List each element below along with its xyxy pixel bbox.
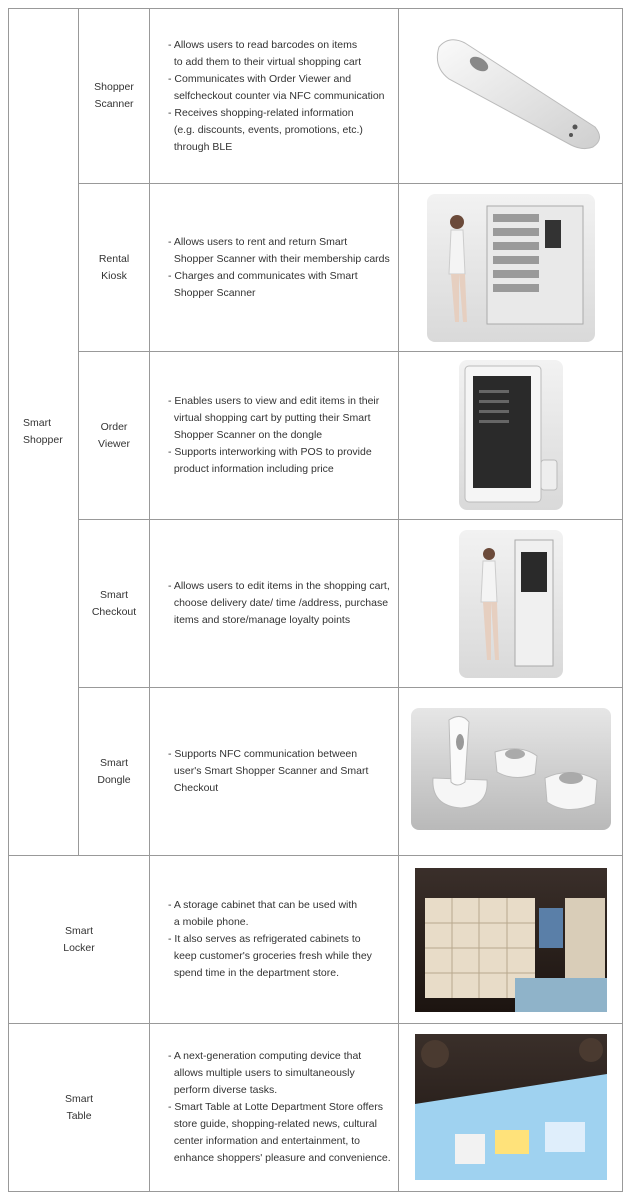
- desc-line: allows multiple users to simultaneously: [168, 1067, 355, 1079]
- item-description: [150, 688, 399, 856]
- item-description: [150, 520, 399, 688]
- product-table: [8, 8, 623, 1192]
- desc-line: a mobile phone.: [168, 916, 249, 928]
- desc-line: Checkout: [168, 782, 219, 794]
- category-smart-locker: [9, 856, 150, 1024]
- smart-table-icon: [399, 1024, 623, 1192]
- category-label: Smart: [64, 1092, 93, 1105]
- desc-line: choose delivery date/ time /address, purchase: [168, 597, 389, 609]
- item-name: [79, 520, 150, 688]
- desc-line: - Allows users to edit items in the shopping cart,: [168, 580, 390, 592]
- item-name-line: Kiosk: [101, 269, 127, 282]
- item-description: [150, 184, 399, 352]
- desc-line: - Charges and communicates with Smart: [168, 269, 358, 282]
- category-label: Locker: [63, 941, 95, 954]
- rental-kiosk-icon: [399, 184, 623, 352]
- item-name-line: Smart: [99, 756, 128, 769]
- order-viewer-image: [459, 360, 563, 510]
- category-label: Table: [66, 1109, 92, 1122]
- item-name-line: Shopper: [94, 81, 134, 93]
- desc-line: product information including price: [168, 463, 334, 475]
- desc-line: keep customer's groceries fresh while they: [168, 950, 372, 962]
- item-name-line: Viewer: [98, 437, 130, 450]
- desc-line: (e.g. discounts, events, promotions, etc.): [168, 123, 363, 136]
- scanner-image: [399, 9, 623, 177]
- table-row: [9, 688, 623, 856]
- item-name: [79, 352, 150, 520]
- desc-line: Shopper Scanner with their membership cards: [168, 252, 390, 265]
- desc-line: items and store/manage loyalty points: [168, 614, 351, 626]
- locker-icon: [399, 856, 623, 1024]
- table-row: [9, 1024, 623, 1192]
- category-label: Shopper: [23, 434, 63, 446]
- item-name-line: Dongle: [97, 773, 131, 786]
- item-name-line: Order: [100, 420, 128, 433]
- table-row: [9, 9, 623, 184]
- item-name-line: Scanner: [94, 98, 134, 110]
- item-name-line: Checkout: [91, 605, 137, 618]
- desc-line: - It also serves as refrigerated cabinets to: [168, 933, 361, 945]
- desc-line: - Supports interworking with POS to provide: [168, 446, 372, 458]
- desc-line: virtual shopping cart by putting their Smart: [168, 412, 371, 424]
- item-description: [150, 9, 399, 184]
- desc-line: - Allows users to rent and return Smart: [168, 235, 348, 248]
- item-name: [79, 688, 150, 856]
- order-viewer-icon: [399, 352, 623, 520]
- table-row: [9, 520, 623, 688]
- desc-line: enhance shoppers' pleasure and convenience.: [168, 1152, 391, 1164]
- checkout-kiosk-icon: [399, 520, 623, 688]
- locker-image: [415, 868, 607, 1012]
- desc-line: selfcheckout counter via NFC communication: [168, 89, 385, 102]
- item-description: [150, 352, 399, 520]
- category-label: Smart: [23, 417, 52, 429]
- item-description: [150, 856, 399, 1024]
- desc-line: - Supports NFC communication between: [168, 748, 358, 760]
- smart-table-image: [415, 1034, 607, 1180]
- item-description: [150, 1024, 399, 1192]
- desc-line: center information and entertainment, to: [168, 1135, 361, 1147]
- desc-line: spend time in the department store.: [168, 967, 340, 979]
- item-name: [79, 9, 150, 184]
- handheld-scanner-icon: [399, 9, 623, 184]
- desc-line: store guide, shopping-related news, cultural: [168, 1118, 377, 1130]
- category-label: Smart: [64, 924, 93, 937]
- desc-line: perform diverse tasks.: [168, 1084, 278, 1096]
- category-smart-table: [9, 1024, 150, 1192]
- desc-line: user's Smart Shopper Scanner and Smart: [168, 765, 369, 777]
- category-smart-shopper: [9, 9, 79, 856]
- desc-line: Shopper Scanner: [168, 286, 256, 299]
- desc-line: to add them to their virtual shopping cart: [168, 55, 362, 68]
- dongle-image: [411, 708, 611, 830]
- desc-line: - Receives shopping-related information: [168, 106, 354, 119]
- checkout-kiosk-image: [459, 530, 563, 678]
- desc-line: - A next-generation computing device that: [168, 1050, 362, 1062]
- dongle-icon: [399, 688, 623, 856]
- rental-kiosk-image: [427, 194, 595, 342]
- item-name-line: Rental: [98, 252, 130, 265]
- table-row: [9, 352, 623, 520]
- desc-line: - Smart Table at Lotte Department Store offers: [168, 1101, 383, 1113]
- desc-line: - A storage cabinet that can be used with: [168, 899, 358, 911]
- item-name: [79, 184, 150, 352]
- desc-line: through BLE: [168, 140, 233, 153]
- table-row: [9, 856, 623, 1024]
- item-name-line: Smart: [99, 588, 128, 601]
- desc-line: Shopper Scanner on the dongle: [168, 429, 323, 441]
- desc-line: - Allows users to read barcodes on items: [168, 38, 358, 51]
- table-row: [9, 184, 623, 352]
- desc-line: - Communicates with Order Viewer and: [168, 72, 352, 85]
- desc-line: - Enables users to view and edit items in their: [168, 395, 380, 407]
